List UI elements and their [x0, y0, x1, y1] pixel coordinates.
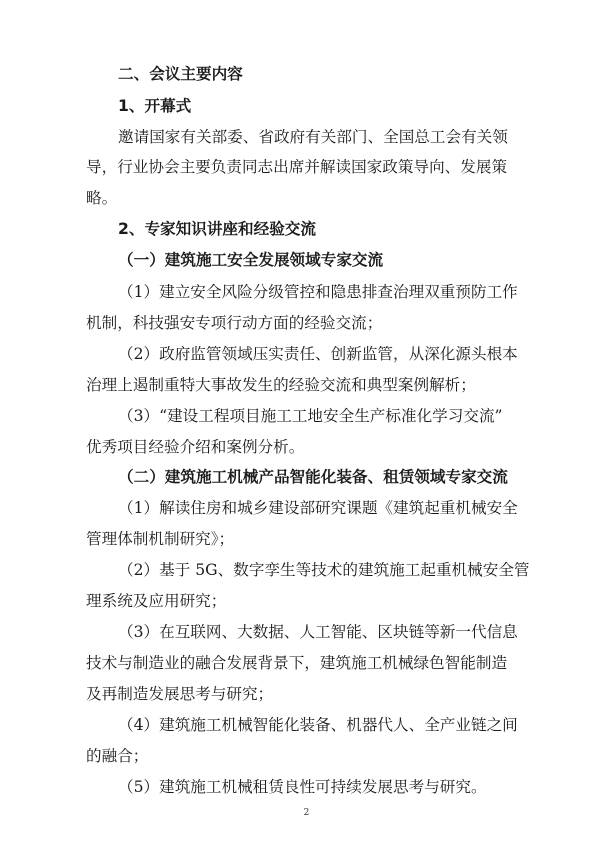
- list-item-line: （1）解读住房和城乡建设部研究课题《建筑起重机械安全: [118, 499, 518, 517]
- subheading-lectures: 2、专家知识讲座和经验交流: [118, 220, 316, 238]
- list-item-line: 及再制造发展思考与研究；: [86, 685, 274, 703]
- list-item-line: 优秀项目经验介绍和案例分析。: [86, 438, 305, 456]
- list-item-line: 治理上遏制重特大事故发生的经验交流和典型案例解析；: [86, 376, 476, 394]
- list-item-line: （3）在互联网、大数据、人工智能、区块链等新一代信息: [118, 623, 518, 641]
- paragraph-line: 导，行业协会主要负责同志出席并解读国家政策导向、发展策: [86, 158, 508, 176]
- subsection-heading-machinery: （二）建筑施工机械产品智能化装备、租赁领域专家交流: [118, 468, 508, 486]
- list-item-line: （3）“建设工程项目施工工地安全生产标准化学习交流”: [118, 407, 503, 425]
- subheading-opening: 1、开幕式: [118, 97, 192, 115]
- paragraph-line: 邀请国家有关部委、省政府有关部门、全国总工会有关领: [118, 128, 508, 146]
- list-item-line: 的融合；: [86, 747, 149, 765]
- subsection-heading-safety: （一）建筑施工安全发展领域专家交流: [118, 251, 384, 269]
- paragraph-line: 略。: [86, 189, 118, 207]
- list-item-line: （4）建筑施工机械智能化装备、机器代人、全产业链之间: [118, 716, 518, 734]
- page-number: 2: [303, 808, 310, 818]
- list-item-line: （2）基于 5G、数字孪生等技术的建筑施工起重机械安全管: [118, 561, 530, 579]
- list-item-line: （1）建立安全风险分级管控和隐患排查治理双重预防工作: [118, 283, 518, 301]
- list-item-line: 管理体制机制研究》；: [86, 530, 235, 548]
- list-item-line: 机制，科技强安专项行动方面的经验交流；: [86, 314, 383, 332]
- list-item-line: 理系统及应用研究；: [86, 592, 227, 610]
- list-item-line: 技术与制造业的融合发展背景下，建筑施工机械绿色智能制造: [86, 654, 508, 672]
- list-item-line: （5）建筑施工机械租赁良性可持续发展思考与研究。: [118, 778, 487, 796]
- list-item-line: （2）政府监管领域压实责任、创新监管，从深化源头根本: [118, 345, 518, 363]
- section-heading: 二、会议主要内容: [118, 65, 243, 83]
